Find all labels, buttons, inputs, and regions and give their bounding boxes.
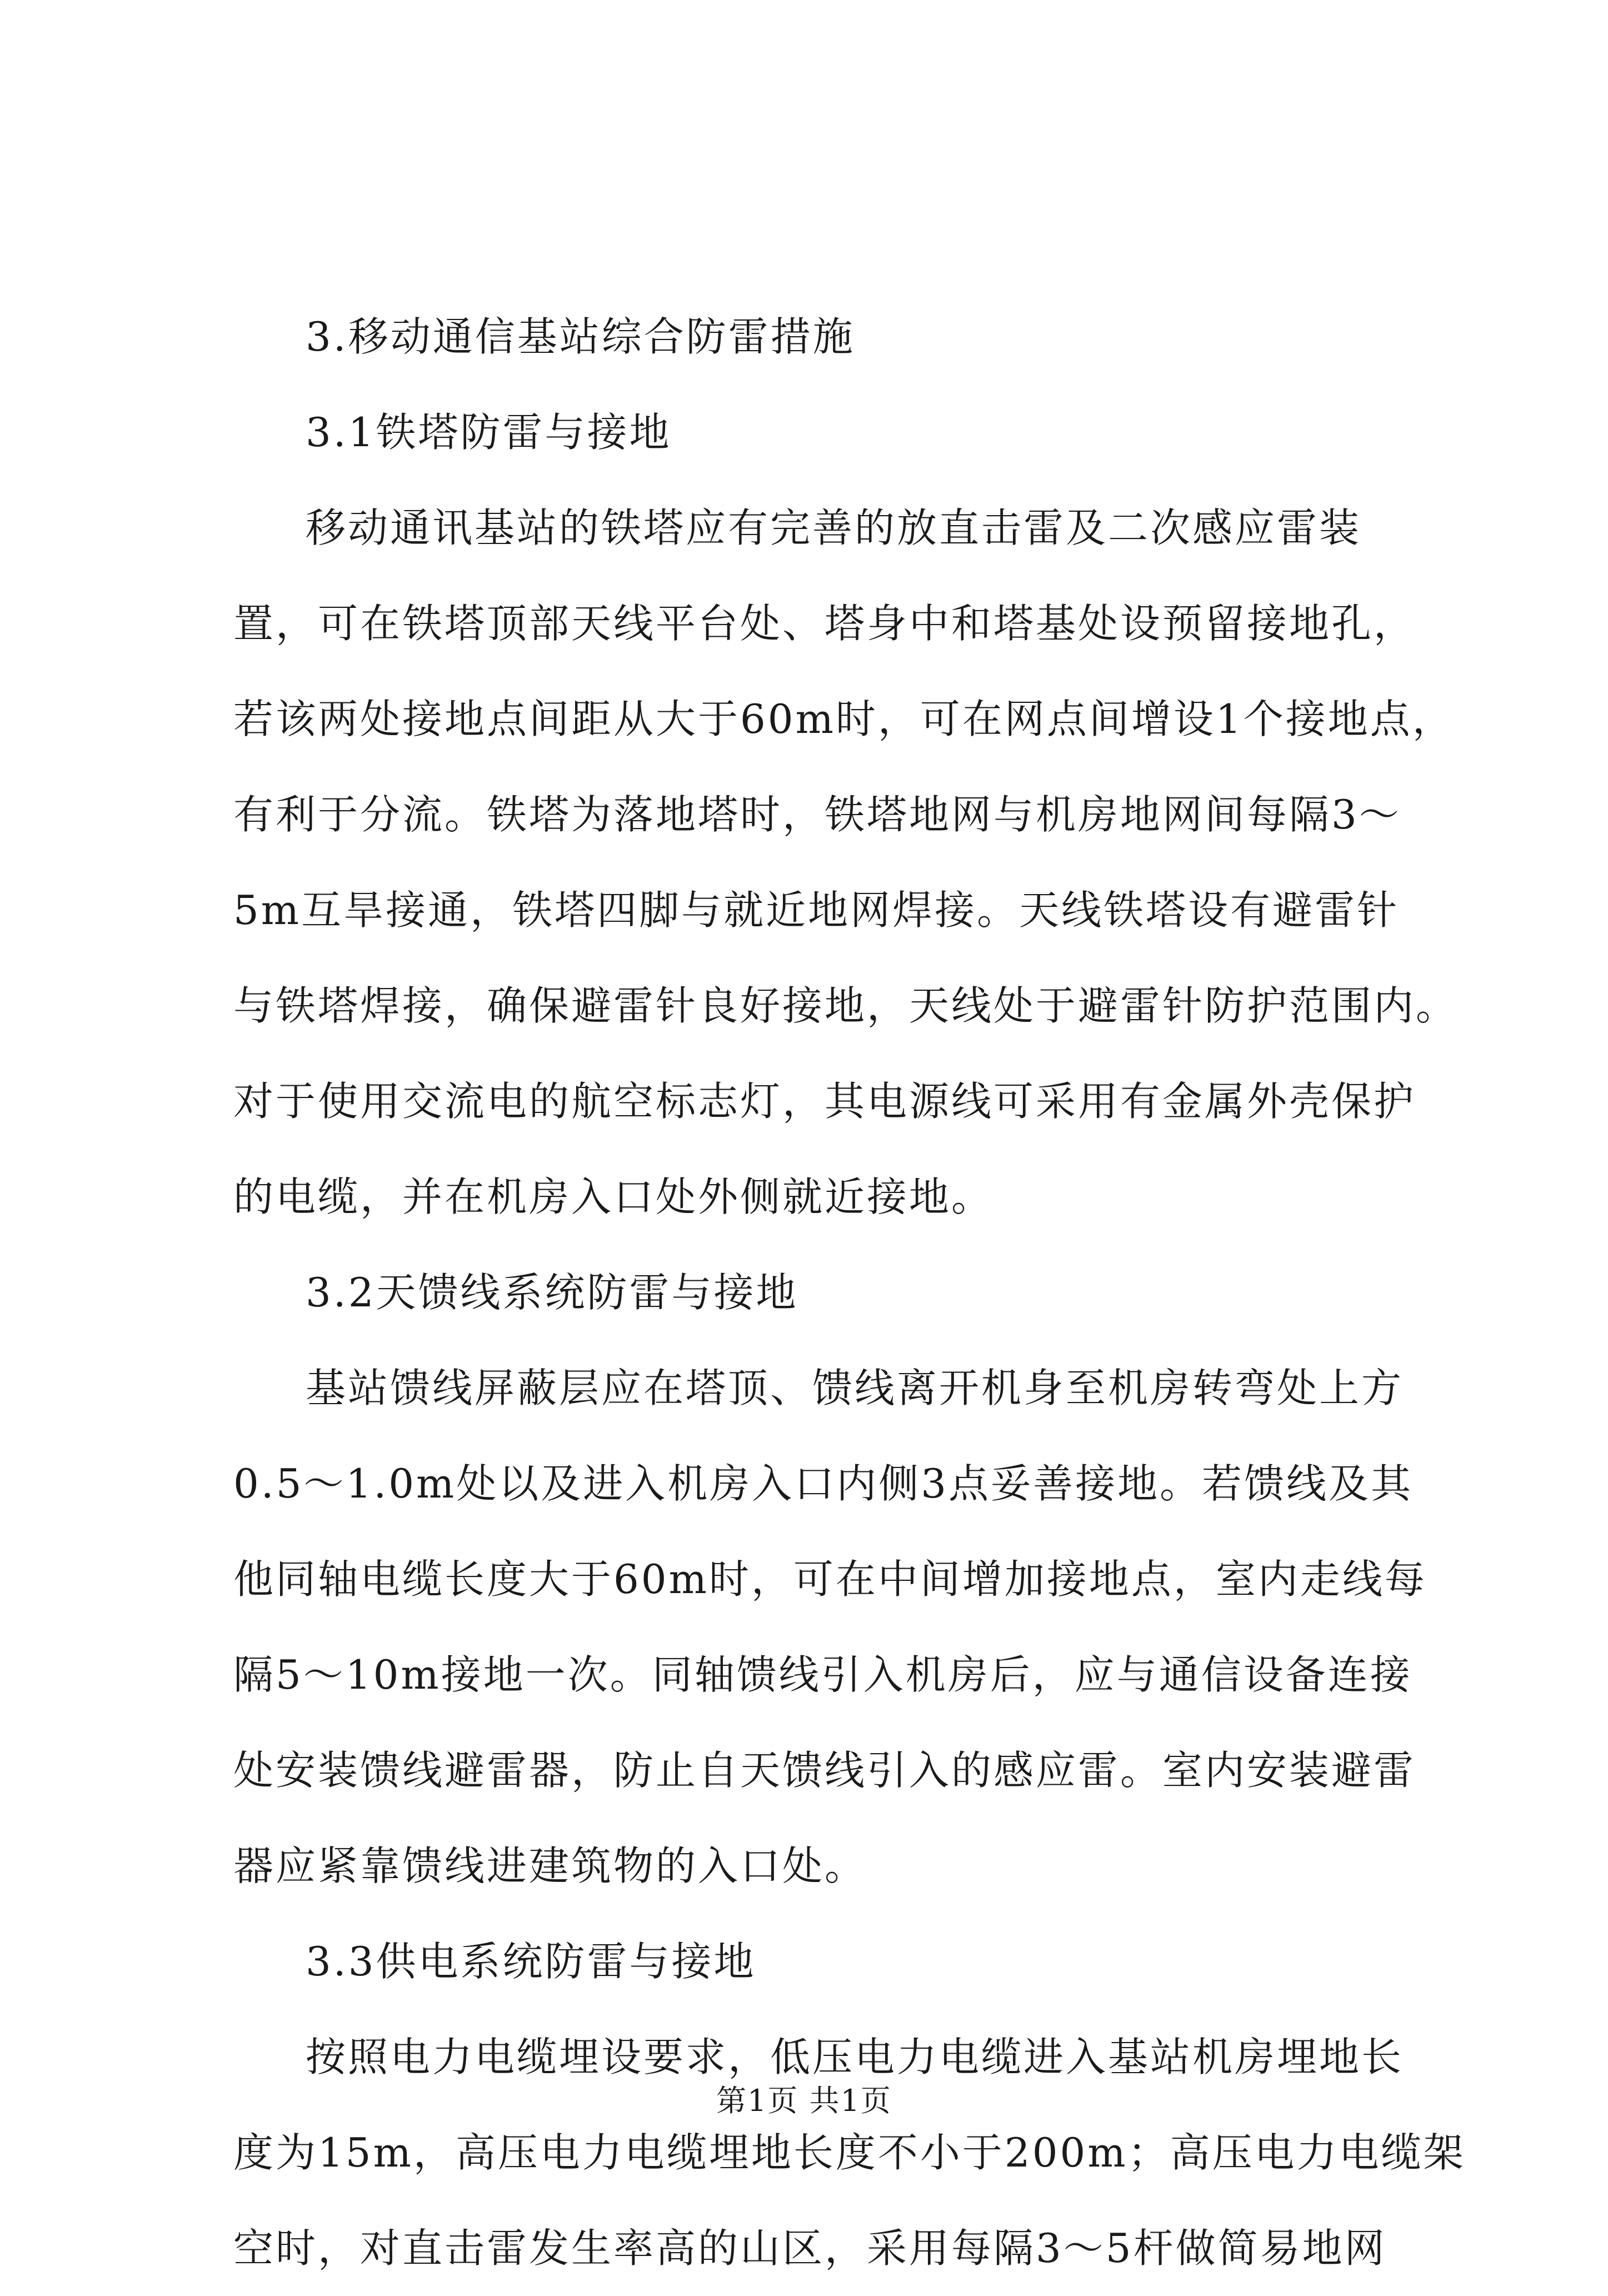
subsection-heading: 3.1铁塔防雷与接地 (306, 409, 672, 456)
paragraph-line: 与铁塔焊接，确保避雷针良好接地，天线处于避雷针防护范围内。 (233, 982, 1459, 1029)
paragraph-line: 对于使用交流电的航空标志灯，其电源线可采用有金属外壳保护 (233, 1078, 1416, 1125)
subsection-heading: 3.2天馈线系统防雷与接地 (306, 1269, 798, 1316)
subsection-heading: 3.3供电系统防雷与接地 (306, 1938, 756, 1985)
paragraph-line: 有利于分流。铁塔为落地塔时，铁塔地网与机房地网间每隔3～ (233, 791, 1401, 838)
paragraph-line: 他同轴电缆长度大于60m时，可在中间增加接地点，室内走线每 (233, 1556, 1427, 1603)
paragraph-line: 置，可在铁塔顶部天线平台处、塔身中和塔基处设预留接地孔， (233, 600, 1416, 647)
paragraph-line: 器应紧靠馈线进建筑物的入口处。 (233, 1843, 867, 1889)
paragraph-line: 若该两处接地点间距从大于60m时，可在网点间增设1个接地点， (233, 696, 1455, 742)
document-body (233, 289, 1466, 2296)
section-heading: 3.移动通信基站综合防雷措施 (306, 313, 855, 360)
paragraph-line: 按照电力电缆埋设要求，低压电力电缆进入基站机房埋地长 (306, 2034, 1404, 2080)
paragraph-line: 空时，对直击雷发生率高的山区，采用每隔3～5杆做简易地网 (233, 2225, 1387, 2272)
paragraph-line: 基站馈线屏蔽层应在塔顶、馈线离开机身至机房转弯处上方 (306, 1365, 1404, 1411)
paragraph-line: 移动通讯基站的铁塔应有完善的放直击雷及二次感应雷装 (306, 505, 1362, 551)
paragraph-line: 隔5～10m接地一次。同轴馈线引入机房后，应与通信设备连接 (233, 1651, 1412, 1698)
paragraph-line: 5m互旱接通，铁塔四脚与就近地网焊接。天线铁塔设有避雷针 (233, 887, 1400, 934)
paragraph-line: 度为15m，高压电力电缆埋地长度不小于200m；高压电力电缆架 (233, 2129, 1466, 2176)
paragraph-line: 处安装馈线避雷器，防止自天馈线引入的感应雷。室内安装避雷 (233, 1747, 1416, 1794)
page-number-footer: 第1页 共1页 (716, 2083, 892, 2118)
paragraph-line: 的电缆，并在机房入口处外侧就近接地。 (233, 1174, 994, 1220)
paragraph-line: 0.5～1.0m处以及进入机房入口内侧3点妥善接地。若馈线及其 (233, 1460, 1414, 1507)
